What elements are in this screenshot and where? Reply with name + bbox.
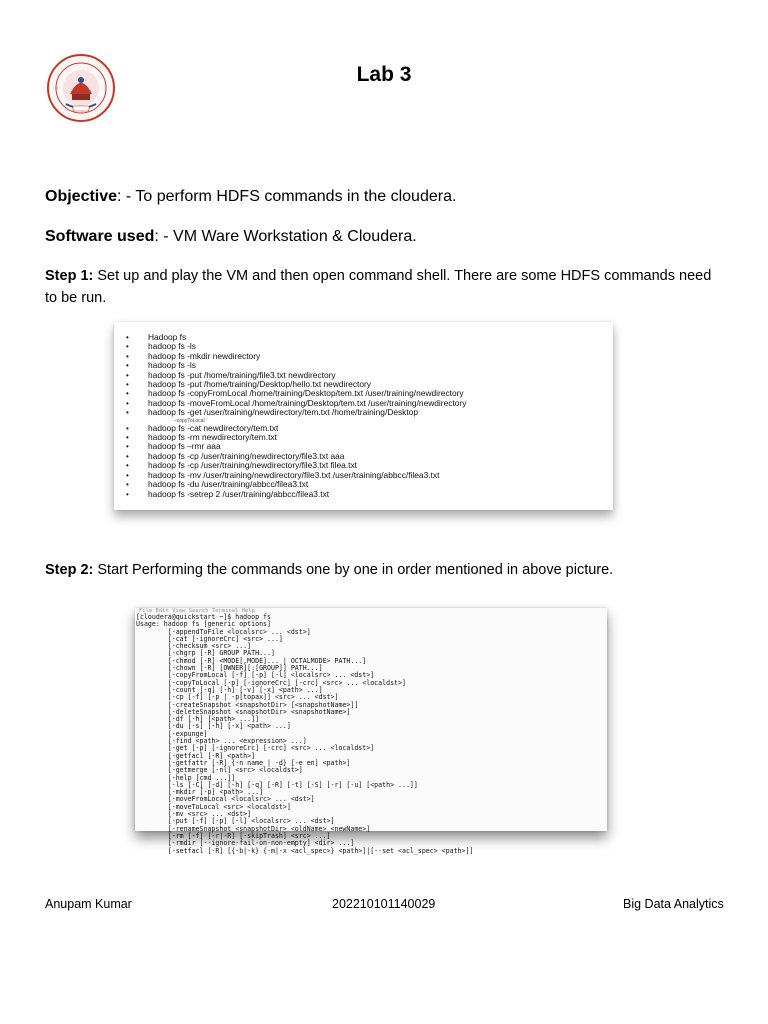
bullet-icon: • — [126, 489, 129, 499]
bullet-icon: • — [126, 461, 129, 471]
step1-paragraph — [45, 265, 715, 309]
command-text: hadoop fs -moveFromLocal /home/training/Desktop/tem.txt /user/training/newdirectory — [148, 397, 467, 408]
command-text: hadoop fs -get /user/training/newdirectory/tem.txt /home/training/Desktop — [148, 407, 418, 418]
command-text: hadoop fs -ls — [148, 360, 196, 371]
bullet-icon: • — [126, 389, 129, 399]
terminal-line: [-chgrp [-R] GROUP PATH...] — [136, 649, 275, 658]
terminal-line: [-moveToLocal <src> <localdst>] — [136, 802, 291, 811]
command-text: –copyToLocal — [174, 417, 205, 424]
step1-text: Set up and play the VM and then open command shell. There are some HDFS commands need to be run. — [45, 268, 712, 306]
commands-list-image — [114, 322, 613, 510]
command-text: hadoop fs -cat newdirectory/tem.txt — [148, 422, 279, 433]
terminal-line: [-moveFromLocal <localsrc> ... <dst>] — [136, 795, 315, 804]
step2-text: Start Performing the commands one by one in order mentioned in above picture. — [93, 562, 614, 578]
terminal-line: [-count [-q] [-h] [-v] [-x] <path> ...] — [136, 685, 323, 694]
terminal-line: [cloudera@quickstart ~]$ hadoop fs — [136, 613, 271, 621]
bullet-icon: • — [126, 423, 129, 433]
terminal-output — [135, 614, 607, 855]
command-text: hadoop fs –rmr aaa — [148, 441, 221, 452]
terminal-line: Usage: hadoop fs [generic options] — [136, 620, 271, 629]
software-label: Software used — [45, 228, 155, 245]
bullet-icon: • — [126, 333, 129, 342]
software-line — [45, 228, 417, 246]
terminal-line: [-mv <src> ... <dst>] — [136, 810, 252, 819]
terminal-line: [-help [cmd ...]] — [136, 773, 236, 782]
step1-label: Step 1: — [45, 268, 94, 284]
terminal-line: [-get [-p] [-ignoreCrc] [-crc] <src> ... <localdst>] — [136, 744, 375, 753]
bullet-icon: • — [126, 351, 129, 361]
command-text: hadoop fs -cp /user/training/newdirectory/file3.txt aaa — [148, 450, 345, 461]
terminal-line: [-chown [-R] [OWNER][:[GROUP]] PATH...] — [136, 664, 323, 673]
page-title: Lab 3 — [356, 63, 412, 86]
terminal-line: [-find <path> ... <expression> ...] — [136, 737, 307, 746]
terminal-line: [-appendToFile <localsrc> ... <dst>] — [136, 627, 311, 636]
terminal-line: [-cat [-ignoreCrc] <src> ...] — [136, 634, 283, 643]
command-text: hadoop fs -mkdir newdirectory — [148, 350, 261, 361]
terminal-line: [-getmerge [-nl] <src> <localdst>] — [136, 766, 303, 775]
command-text: hadoop fs -put /home/training/Desktop/hello.txt newdirectory — [148, 379, 371, 390]
terminal-line: [-copyToLocal [-p] [-ignoreCrc] [-crc] <src> ... <localdst>] — [136, 678, 406, 687]
terminal-line: [-put [-f] [-p] [-l] <localsrc> ... <dst>] — [136, 817, 335, 826]
terminal-line: [-copyFromLocal [-f] [-p] [-l] <localsrc> ... <dst>] — [136, 671, 375, 680]
command-text: hadoop fs -du /user/training/abbcc/filea3.txt — [148, 479, 309, 490]
terminal-line: [-rmdir [--ignore-fail-on-non-empty] <dir> ...] — [136, 839, 355, 848]
terminal-line: [-getfattr [-R] {-n name | -d} [-e en] <path>] — [136, 758, 351, 767]
command-text: hadoop fs -cp /user/training/newdirectory/file3.txt filea.txt — [148, 460, 358, 471]
command-text: hadoop fs -put /home/training/file3.txt newdirectory — [148, 369, 336, 380]
command-text: hadoop fs -mv /user/training/newdirectory/file3.txt /user/training/abbcc/filea3.txt — [148, 469, 440, 480]
footer-author: Anupam Kumar — [45, 897, 132, 911]
objective-label: Objective — [45, 188, 118, 205]
terminal-menubar: File Edit View Search Terminal Help — [139, 608, 255, 614]
terminal-line: [-getfacl [-R] <path>] — [136, 751, 256, 760]
bullet-icon: • — [126, 342, 129, 352]
command-text: hadoop fs -copyFromLocal /home/training/Desktop/tem.txt /user/training/newdirectory — [148, 388, 464, 399]
bullet-icon: • — [126, 398, 129, 408]
list-item — [114, 490, 613, 499]
terminal-line: [-chmod [-R] <MODE[,MODE]... | OCTALMODE> PATH...] — [136, 656, 367, 665]
footer-roll-number: 202210101140029 — [332, 897, 436, 911]
terminal-line: [-createSnapshot <snapshotDir> [<snapshotName>]] — [136, 700, 359, 709]
bullet-icon: • — [126, 408, 129, 418]
terminal-line: [-checksum <src> ...] — [136, 642, 252, 651]
bullet-icon: • — [126, 361, 129, 371]
bullet-icon: • — [126, 380, 129, 390]
command-text: hadoop fs -ls — [148, 341, 196, 352]
terminal-line: [-ls [-C] [-d] [-h] [-q] [-R] [-t] [-S] [-r] [-u] [<path> ...]] — [136, 780, 418, 789]
objective-text: : - To perform HDFS commands in the cloudera. — [117, 188, 457, 205]
terminal-line: [-expunge] — [136, 729, 208, 738]
bullet-icon: • — [126, 470, 129, 480]
terminal-line: [-rm [-f] [-r|-R] [-skipTrash] <src> ...] — [136, 831, 331, 840]
software-text: : - VM Ware Workstation & Cloudera. — [154, 228, 417, 245]
bullet-icon: • — [126, 480, 129, 490]
bullet-icon: • — [126, 433, 129, 443]
footer-course: Big Data Analytics — [623, 897, 724, 911]
terminal-line: [-cp [-f] [-p | -p[topax]] <src> ... <dst>] — [136, 693, 339, 702]
terminal-line: [-du [-s] [-h] [-x] <path> ...] — [136, 722, 291, 731]
terminal-line: [-setfacl [-R] [{-b|-k} {-m|-x <acl_spec>} <path>]|[--set <acl_spec> <path>]] — [136, 846, 474, 855]
bullet-icon: • — [126, 370, 129, 380]
terminal-line: [-deleteSnapshot <snapshotDir> <snapshotName>] — [136, 707, 351, 716]
command-text: Hadoop fs — [148, 332, 187, 342]
bullet-icon: • — [126, 451, 129, 461]
step2-label: Step 2: — [45, 562, 94, 578]
terminal-line: [-df [-h] [<path> ...]] — [136, 715, 260, 724]
step2-paragraph — [45, 562, 613, 578]
command-text: hadoop fs -rm newdirectory/tem.txt — [148, 432, 277, 443]
terminal-screenshot — [135, 608, 607, 855]
commands-list — [114, 322, 613, 499]
terminal-line: [-mkdir [-p] <path> ...] — [136, 788, 264, 797]
objective-line — [45, 188, 456, 206]
bullet-icon: • — [126, 442, 129, 452]
command-text: hadoop fs -setrep 2 /user/training/abbcc/filea3.txt — [148, 488, 330, 499]
terminal-line: [-renameSnapshot <snapshotDir> <oldName> <newName>] — [136, 824, 371, 833]
list-item — [114, 408, 613, 417]
